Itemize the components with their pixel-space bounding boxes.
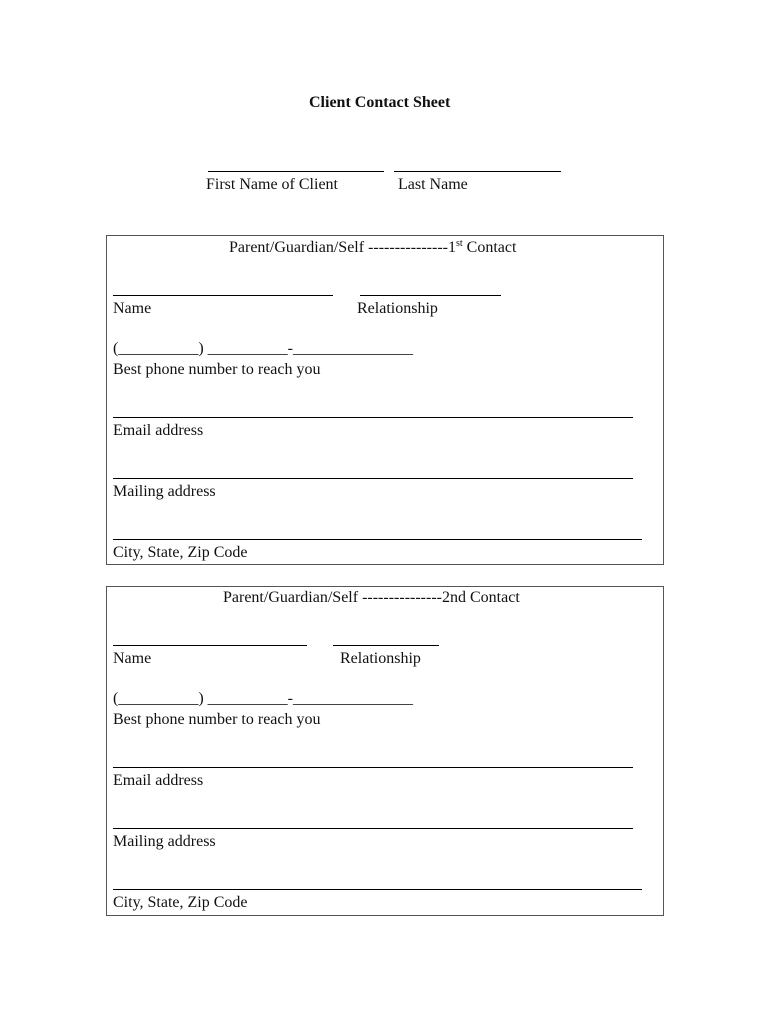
contact-1-section <box>106 235 664 565</box>
contact-1-email-field[interactable] <box>113 417 633 418</box>
contact-2-email-label: Email address <box>113 772 204 789</box>
contact-1-city-label: City, State, Zip Code <box>113 544 248 561</box>
contact-1-relationship-label: Relationship <box>357 300 438 317</box>
first-name-label: First Name of Client <box>206 176 338 193</box>
contact-1-name-label: Name <box>113 300 152 317</box>
contact-1-relationship-field[interactable] <box>360 295 501 296</box>
contact-2-header: Parent/Guardian/Self ---------------2nd Contact <box>223 589 520 606</box>
contact-2-section <box>106 586 664 916</box>
contact-1-header: Parent/Guardian/Self ---------------1st Contact <box>229 238 517 256</box>
contact-2-city-field[interactable] <box>113 889 642 890</box>
contact-2-name-label: Name <box>113 650 152 667</box>
contact-2-phone-field[interactable]: (__________) __________-_______________ <box>113 690 413 707</box>
page-title: Client Contact Sheet <box>309 94 451 111</box>
contact-2-email-field[interactable] <box>113 767 633 768</box>
contact-2-relationship-field[interactable] <box>333 645 439 646</box>
contact-1-city-field[interactable] <box>113 539 642 540</box>
contact-1-phone-field[interactable]: (__________) __________-_______________ <box>113 340 413 357</box>
contact-1-name-field[interactable] <box>113 295 333 296</box>
contact-2-phone-label: Best phone number to reach you <box>113 711 321 728</box>
contact-1-mailing-label: Mailing address <box>113 483 216 500</box>
contact-2-mailing-label: Mailing address <box>113 833 216 850</box>
contact-2-name-field[interactable] <box>113 645 307 646</box>
last-name-field[interactable] <box>394 171 561 172</box>
first-name-field[interactable] <box>208 171 384 172</box>
contact-1-email-label: Email address <box>113 422 204 439</box>
contact-1-phone-label: Best phone number to reach you <box>113 361 321 378</box>
contact-2-mailing-field[interactable] <box>113 828 633 829</box>
contact-2-relationship-label: Relationship <box>340 650 421 667</box>
contact-1-mailing-field[interactable] <box>113 478 633 479</box>
last-name-label: Last Name <box>398 176 468 193</box>
contact-2-city-label: City, State, Zip Code <box>113 894 248 911</box>
